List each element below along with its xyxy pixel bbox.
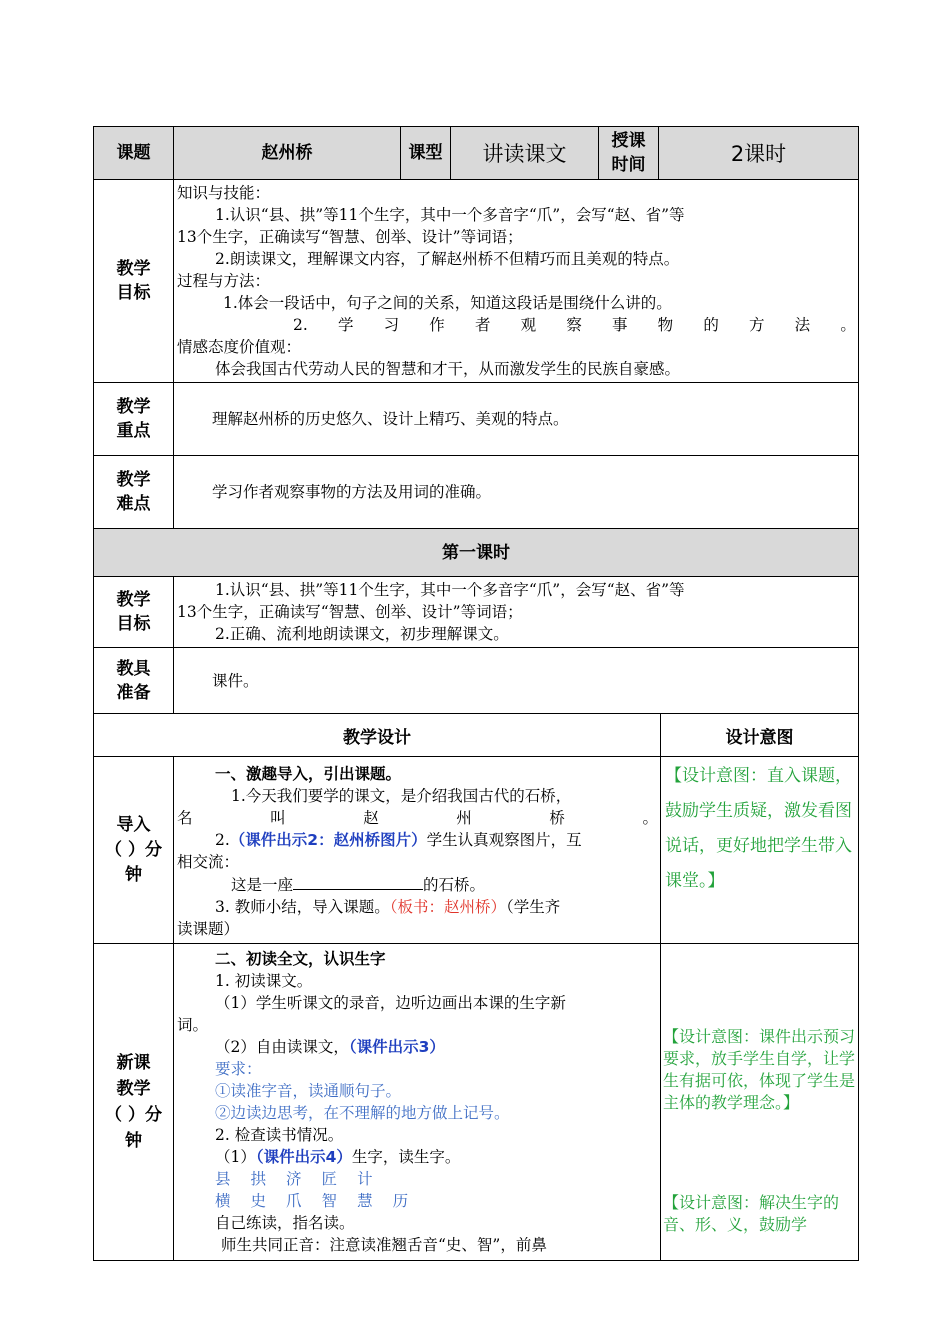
newlesson-line-8: 2. 检查读书情况。 [215, 1126, 344, 1144]
intro-line-6: 3. 教师小结，导入课题。（板书：赵州桥）（学生齐 [215, 898, 561, 916]
first-goal-1b: 13个生字，正确读写“智慧、创举、设计”等词语； [177, 603, 523, 621]
first-lesson-goals-label: 教学 目标 [94, 577, 174, 648]
intro-line-4: 相交流： [177, 853, 240, 871]
chars-row-1: 县 拱 济 匠 计 [215, 1170, 373, 1188]
newlesson-content [174, 944, 661, 1261]
newlesson-line-5: 要求： [215, 1060, 262, 1078]
newlesson-line-10: 自己练读，指名读。 [215, 1214, 355, 1232]
type-label: 课型 [401, 127, 451, 180]
intro-line-7: 读课题） [177, 920, 240, 938]
newlesson-line-7: ②边读边思考，在不理解的地方做上记号。 [215, 1104, 510, 1122]
difficulties-label: 教学 难点 [94, 456, 174, 529]
intro-label: 导入 （ ）分 钟 [94, 757, 174, 944]
first-goal-2: 2.正确、流利地朗读课文，初步理解课文。 [215, 625, 509, 643]
newlesson-intent-a: 【设计意图：课件出示预习要求，放手学生自学，让学生有据可依，体现了学生是主体的教学理念。】 [663, 1027, 856, 1112]
process-title: 过程与方法： [177, 272, 271, 290]
header-row [94, 127, 859, 180]
intro-line-1: 1.今天我们要学的课文，是介绍我国古代的石桥， [231, 787, 572, 805]
first-lesson-title: 第一课时 [94, 529, 859, 577]
intro-intent: 【设计意图：直入课题，鼓励学生质疑，激发看图说话，更好地把学生带入课堂。】 [661, 757, 859, 944]
goals-row [94, 180, 859, 383]
hours-value: 2课时 [659, 127, 859, 180]
emotion-title: 情感态度价值观： [177, 338, 302, 356]
intro-row [94, 757, 859, 944]
difficulties-text: 学习作者观察事物的方法及用词的准确。 [174, 456, 859, 529]
keypoints-text: 理解赵州桥的历史悠久、设计上精巧、美观的特点。 [174, 383, 859, 456]
newlesson-line-1: 1. 初读课文。 [215, 972, 313, 990]
newlesson-intent-b: 【设计意图：解决生字的音、形、义，鼓励学 [663, 1193, 840, 1234]
newlesson-line-6: ①读准字音，读通顺句子。 [215, 1082, 402, 1100]
newlesson-line-9: （1）（课件出示4）生字，读生字。 [215, 1148, 461, 1166]
topic-label: 课题 [94, 127, 174, 180]
tools-row [94, 648, 859, 714]
keypoints-label: 教学 重点 [94, 383, 174, 456]
first-goal-1a: 1.认识“县、拱”等11个生字，其中一个多音字“爪”，会写“赵、省”等 [215, 581, 685, 599]
fill-blank [293, 873, 423, 890]
topic-value: 赵州桥 [174, 127, 401, 180]
intent-header: 设计意图 [661, 714, 859, 757]
knowledge-item-1a: 1.认识“县、拱”等11个生字，其中一个多音字“爪”，会写“赵、省”等 [215, 206, 685, 224]
newlesson-line-4: （2）自由读课文，（课件出示3） [215, 1038, 445, 1056]
lesson-plan-table [93, 126, 859, 1261]
goals-label: 教学 目标 [94, 180, 174, 383]
keypoints-row [94, 383, 859, 456]
intro-line-3: 2.（课件出示2：赵州桥图片）学生认真观察图片，互 [215, 831, 582, 849]
newlesson-line-11: 师生共同正音：注意读准翘舌音“史、智”，前鼻 [221, 1236, 547, 1254]
difficulties-row [94, 456, 859, 529]
first-lesson-row [94, 529, 859, 577]
tools-label: 教具 准备 [94, 648, 174, 714]
goals-content [174, 180, 859, 383]
first-lesson-goals-content [174, 577, 859, 648]
newlesson-heading: 二、初读全文，认识生字 [215, 950, 386, 968]
newlesson-row [94, 944, 859, 1261]
newlesson-intent [661, 944, 859, 1261]
knowledge-title: 知识与技能： [177, 184, 271, 202]
newlesson-line-2: （1）学生听课文的录音，边听边画出本课的生字新 [215, 994, 566, 1012]
chars-row-2: 横 史 爪 智 慧 历 [215, 1192, 409, 1210]
tools-text: 课件。 [174, 648, 859, 714]
intro-content [174, 757, 661, 944]
design-header-row [94, 714, 859, 757]
first-lesson-goals-row [94, 577, 859, 648]
process-item-2: 2. 学 习 作 者 观 察 事 物 的 方 法 。 [293, 316, 856, 334]
intro-heading: 一、激趣导入，引出课题。 [215, 765, 402, 783]
newlesson-label: 新课 教学 （ ）分 钟 [94, 944, 174, 1261]
type-value: 讲读课文 [451, 127, 599, 180]
knowledge-item-1b: 13个生字，正确读写“智慧、创举、设计”等词语； [177, 228, 523, 246]
hours-label: 授课 时间 [599, 127, 659, 180]
newlesson-line-3: 词。 [177, 1016, 209, 1034]
emotion-item-1: 体会我国古代劳动人民的智慧和才干，从而激发学生的民族自豪感。 [215, 360, 681, 378]
design-header: 教学设计 [94, 714, 661, 757]
process-item-1: 1.体会一段话中，句子之间的关系，知道这段话是围绕什么讲的。 [223, 294, 672, 312]
intro-line-2: 名 叫 赵 州 桥 。 [177, 809, 658, 827]
knowledge-item-2: 2.朗读课文，理解课文内容，了解赵州桥不但精巧而且美观的特点。 [215, 250, 680, 268]
intro-line-5: 这是一座 的石桥。 [177, 873, 658, 896]
